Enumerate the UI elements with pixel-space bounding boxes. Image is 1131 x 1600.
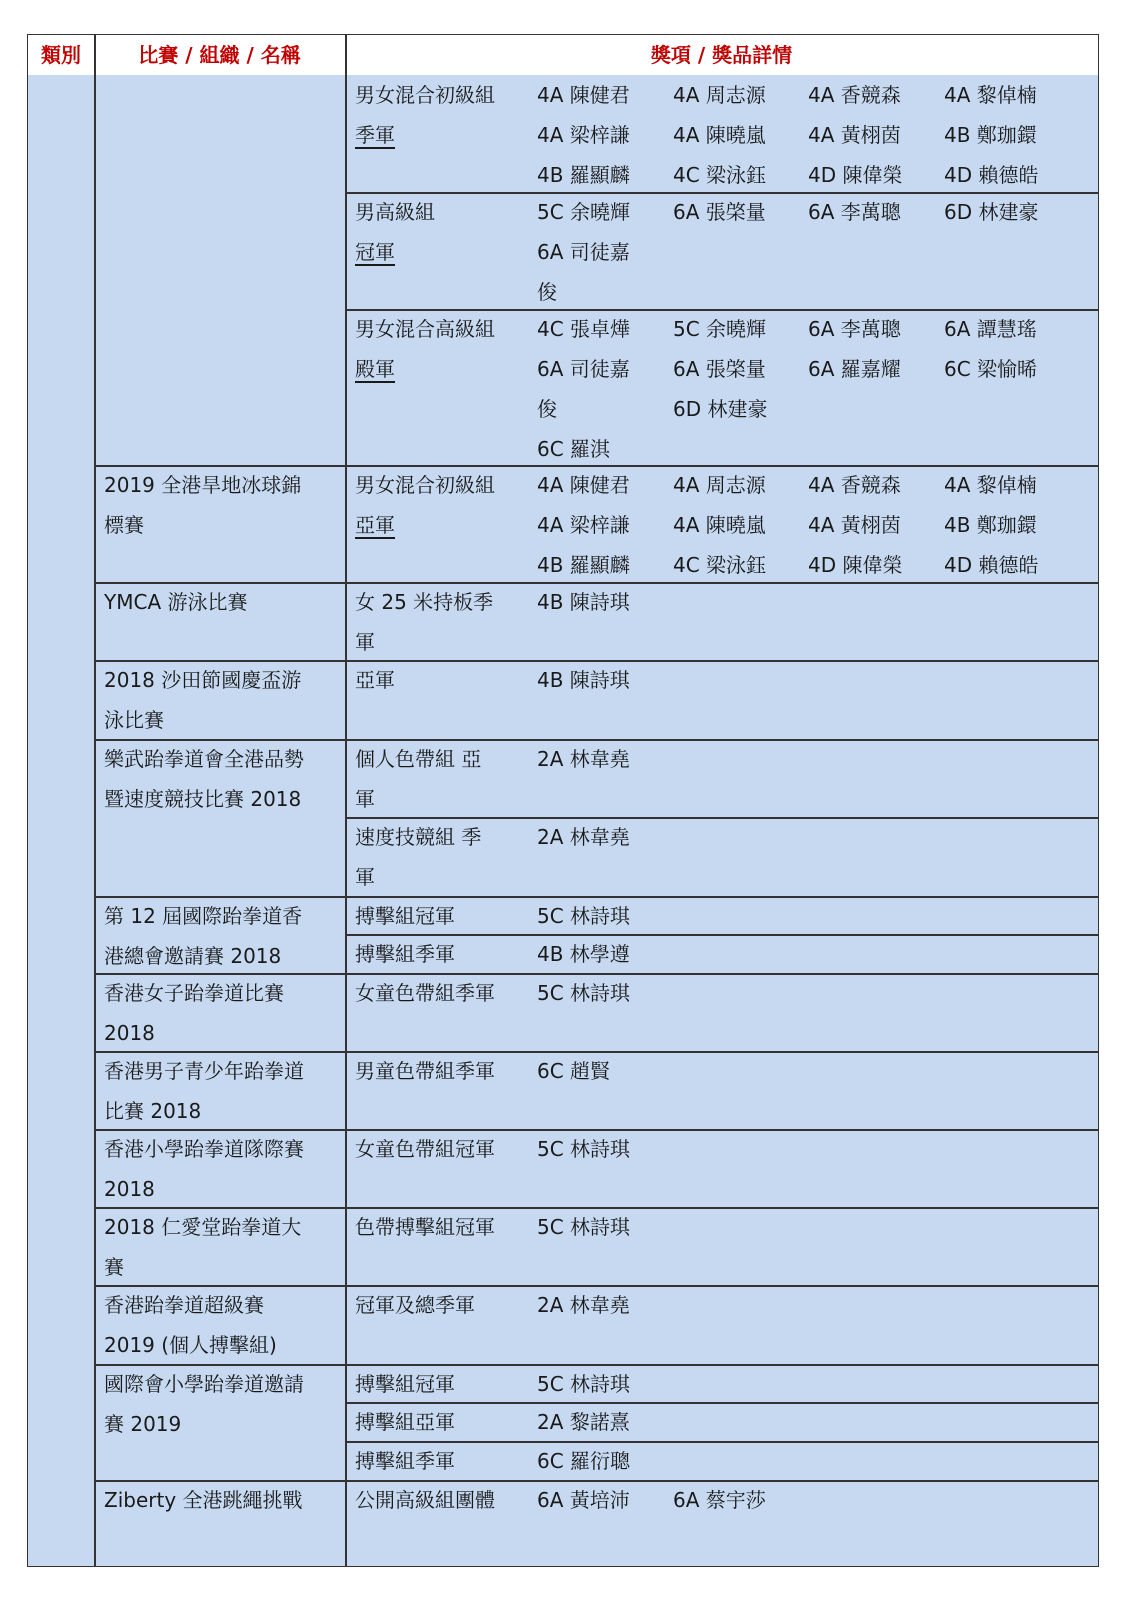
- winner-name: 4B 羅顯麟: [537, 553, 630, 577]
- winner-name: 5C 林詩琪: [537, 981, 631, 1005]
- winner-name: 俊: [537, 397, 557, 421]
- winner-name: 2A 黎諾熹: [537, 1410, 630, 1434]
- award-label: 男女混合高級組: [355, 317, 495, 341]
- award-label: 搏擊組冠軍: [355, 904, 455, 928]
- winner-name: 俊: [537, 280, 557, 304]
- award-rank: 亞軍: [355, 513, 395, 537]
- winner-name: 6D 林建豪: [944, 200, 1039, 224]
- award-label: 搏擊組亞軍: [355, 1410, 455, 1434]
- competition-name: 比賽 2018: [104, 1099, 202, 1123]
- award-rank: 季軍: [355, 123, 395, 147]
- competition-name: Ziberty 全港跳繩挑戰: [104, 1488, 303, 1512]
- winner-name: 2A 林韋堯: [537, 747, 630, 771]
- winner-name: 5C 林詩琪: [537, 1137, 631, 1161]
- competition-name: 第 12 屆國際跆拳道香: [104, 904, 303, 928]
- competition-name: 國際會小學跆拳道邀請: [104, 1372, 304, 1396]
- award-label: 亞軍: [355, 668, 395, 692]
- winner-name: 4D 陳偉榮: [808, 163, 903, 187]
- winner-name: 4D 賴德皓: [944, 163, 1039, 187]
- award-label: 公開高級組團體: [355, 1488, 495, 1512]
- competition-name: 香港跆拳道超級賽: [104, 1293, 264, 1317]
- winner-name: 4A 周志源: [673, 83, 766, 107]
- competition-name: 港總會邀請賽 2018: [104, 944, 282, 968]
- award-rank: 冠軍: [355, 240, 395, 264]
- winner-name: 6A 羅嘉耀: [808, 357, 901, 381]
- winner-name: 6C 趙賢: [537, 1059, 611, 1083]
- winner-name: 4A 梁梓謙: [537, 123, 630, 147]
- winner-name: 6A 司徒嘉: [537, 357, 630, 381]
- competition-name: 香港小學跆拳道隊際賽: [104, 1137, 304, 1161]
- winner-name: 6A 譚慧瑤: [944, 317, 1037, 341]
- winner-name: 4B 羅顯麟: [537, 163, 630, 187]
- row-divider: [345, 1441, 1098, 1443]
- award-label: 色帶搏擊組冠軍: [355, 1215, 495, 1239]
- awards-table: [27, 34, 1099, 1567]
- competition-name: 樂武跆拳道會全港品勢: [104, 747, 304, 771]
- winner-name: 4A 黎倬楠: [944, 473, 1037, 497]
- competition-name: 暨速度競技比賽 2018: [104, 787, 302, 811]
- award-label: 軍: [355, 865, 375, 889]
- competition-name: 泳比賽: [104, 708, 164, 732]
- winner-name: 5C 林詩琪: [537, 904, 631, 928]
- competition-name: 2018: [104, 1177, 155, 1201]
- header-category: 類別: [41, 43, 81, 67]
- competition-name: 賽 2019: [104, 1412, 182, 1436]
- winner-name: 4A 香競森: [808, 83, 901, 107]
- competition-name: 2018 沙田節國慶盃游: [104, 668, 302, 692]
- winner-name: 4A 陳曉嵐: [673, 513, 766, 537]
- winner-name: 4B 陳詩琪: [537, 668, 630, 692]
- winner-name: 4A 陳健君: [537, 473, 630, 497]
- column-divider: [345, 35, 347, 1566]
- winner-name: 6A 張棨量: [673, 357, 766, 381]
- winner-name: 4B 鄭珈鐶: [944, 513, 1037, 537]
- award-label: 女童色帶組冠軍: [355, 1137, 495, 1161]
- winner-name: 2A 林韋堯: [537, 1293, 630, 1317]
- competition-name: 2018: [104, 1021, 155, 1045]
- winner-name: 4A 黃栩茵: [808, 513, 901, 537]
- winner-name: 4B 陳詩琪: [537, 590, 630, 614]
- award-label: 男高級組: [355, 200, 435, 224]
- competition-name: 2018 仁愛堂跆拳道大: [104, 1215, 302, 1239]
- winner-name: 4A 陳曉嵐: [673, 123, 766, 147]
- winner-name: 5C 余曉輝: [673, 317, 767, 341]
- winner-name: 6A 司徒嘉: [537, 240, 630, 264]
- winner-name: 4A 梁梓謙: [537, 513, 630, 537]
- winner-name: 6A 李萬聰: [808, 317, 901, 341]
- row-divider: [345, 934, 1098, 936]
- winner-name: 6C 羅衍聰: [537, 1449, 631, 1473]
- winner-name: 6A 蔡宇莎: [673, 1488, 766, 1512]
- award-label: 個人色帶組 亞: [355, 747, 482, 771]
- competition-name: 2019 (個人搏擊組): [104, 1333, 277, 1357]
- winner-name: 4A 黃栩茵: [808, 123, 901, 147]
- award-label: 搏擊組冠軍: [355, 1372, 455, 1396]
- winner-name: 6A 黃培沛: [537, 1488, 630, 1512]
- competition-name: YMCA 游泳比賽: [104, 590, 248, 614]
- winner-name: 4A 周志源: [673, 473, 766, 497]
- winner-name: 4A 香競森: [808, 473, 901, 497]
- table-header: [28, 35, 1098, 76]
- competition-name: 標賽: [104, 513, 144, 537]
- award-label: 軍: [355, 630, 375, 654]
- winner-name: 4C 梁泳鈺: [673, 553, 767, 577]
- award-label: 搏擊組季軍: [355, 1449, 455, 1473]
- winner-name: 4D 陳偉榮: [808, 553, 903, 577]
- award-rank: 殿軍: [355, 357, 395, 381]
- award-label: 男女混合初級組: [355, 473, 495, 497]
- award-label: 軍: [355, 787, 375, 811]
- winner-name: 6C 梁愉晞: [944, 357, 1038, 381]
- column-divider: [94, 35, 96, 1566]
- winner-name: 2A 林韋堯: [537, 825, 630, 849]
- winner-name: 5C 林詩琪: [537, 1372, 631, 1396]
- header-competition: 比賽 / 組織 / 名稱: [138, 43, 301, 67]
- award-label: 冠軍及總季軍: [355, 1293, 475, 1317]
- winner-name: 6C 羅淇: [537, 437, 611, 461]
- award-label: 男童色帶組季軍: [355, 1059, 495, 1083]
- winner-name: 6A 李萬聰: [808, 200, 901, 224]
- winner-name: 4C 梁泳鈺: [673, 163, 767, 187]
- winner-name: 4A 黎倬楠: [944, 83, 1037, 107]
- winner-name: 5C 林詩琪: [537, 1215, 631, 1239]
- award-label: 女 25 米持板季: [355, 590, 494, 614]
- winner-name: 4B 林學遵: [537, 942, 630, 966]
- category-column-bg: [28, 75, 94, 1566]
- winner-name: 4B 鄭珈鐶: [944, 123, 1037, 147]
- competition-name: 2019 全港旱地冰球錦: [104, 473, 302, 497]
- winner-name: 4C 張卓燁: [537, 317, 631, 341]
- header-award: 獎項 / 獎品詳情: [650, 43, 793, 67]
- award-label: 女童色帶組季軍: [355, 981, 495, 1005]
- award-label: 搏擊組季軍: [355, 942, 455, 966]
- winner-name: 4A 陳健君: [537, 83, 630, 107]
- award-label: 速度技競組 季: [355, 825, 482, 849]
- competition-name: 賽: [104, 1255, 124, 1279]
- winner-name: 6A 張棨量: [673, 200, 766, 224]
- row-divider: [345, 1402, 1098, 1404]
- winner-name: 6D 林建豪: [673, 397, 768, 421]
- competition-name: 香港女子跆拳道比賽: [104, 981, 284, 1005]
- award-label: 男女混合初級組: [355, 83, 495, 107]
- winner-name: 4D 賴德皓: [944, 553, 1039, 577]
- winner-name: 5C 余曉輝: [537, 200, 631, 224]
- competition-name: 香港男子青少年跆拳道: [104, 1059, 304, 1083]
